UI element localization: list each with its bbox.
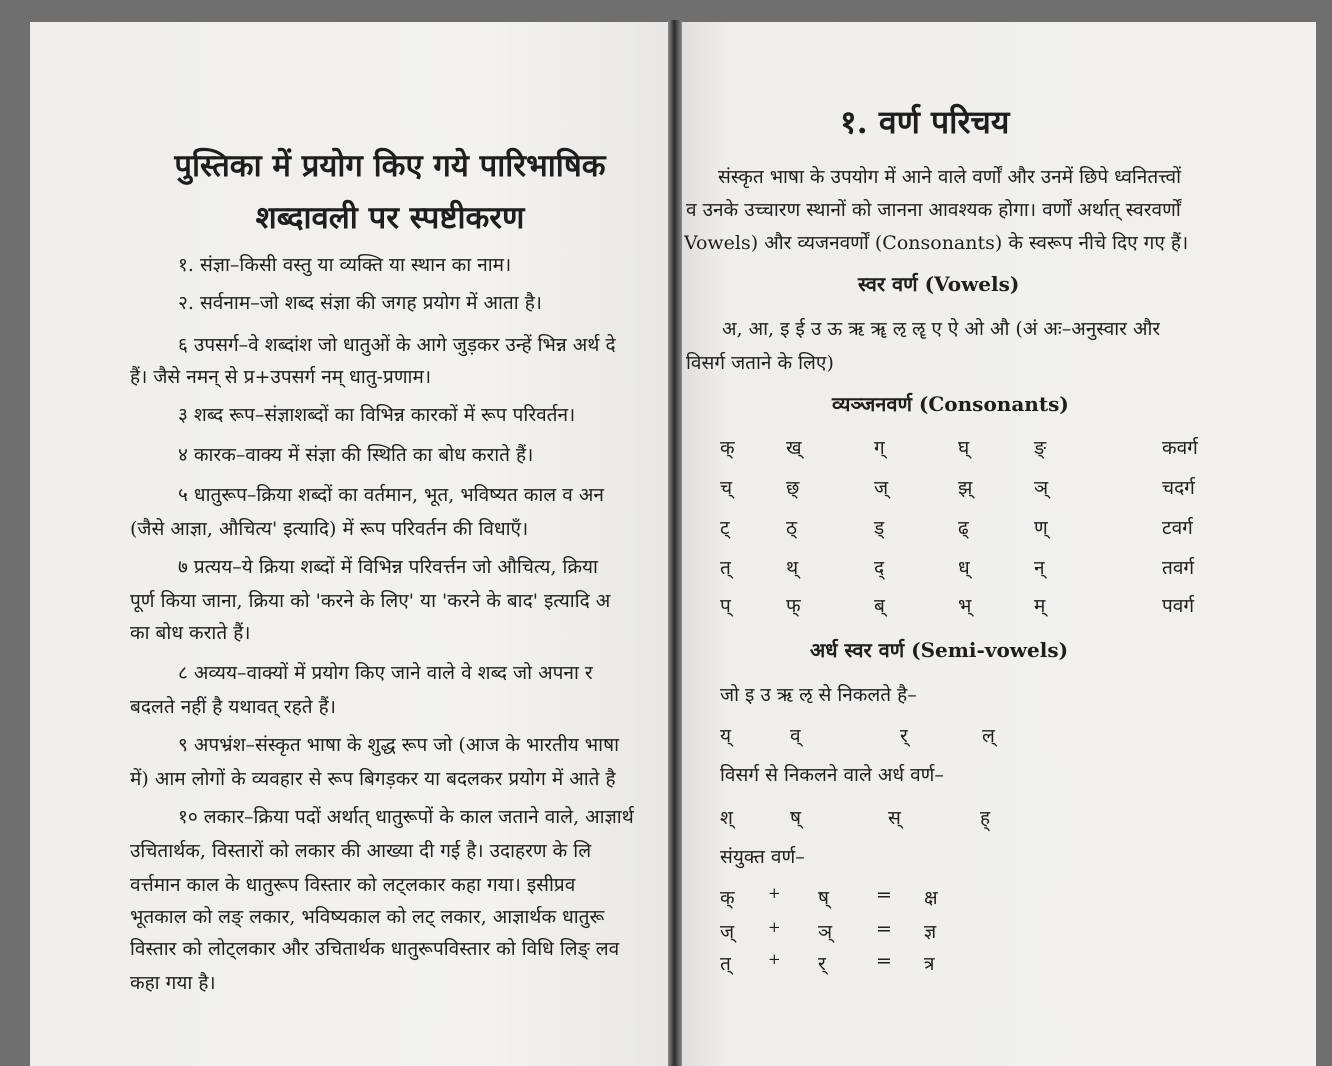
conjunct-b: र् <box>818 953 826 975</box>
conjunct-a: त् <box>720 953 731 975</box>
conjunct-result: त्र <box>924 953 935 975</box>
consonant-letter: ढ् <box>958 517 969 539</box>
definition-line: १० लकार–क्रिया पदों अर्थात् धातुरूपों के काल जताने वाले, आज्ञार्थ <box>178 806 634 828</box>
consonant-letter: त् <box>720 557 731 579</box>
definition-line: ४ कारक–वाक्य में संज्ञा की स्थिति का बोध कराते हैं। <box>178 444 534 466</box>
conjunct-result: ज्ञ <box>924 921 937 943</box>
conjunct-result: क्ष <box>924 887 938 909</box>
definition-line: उचितार्थक, विस्तारों को लकार की आख्या दी गई है। उदाहरण के लि <box>130 840 592 862</box>
consonant-group-label: कवर्ग <box>1162 437 1198 459</box>
consonant-letter: घ् <box>958 437 970 459</box>
definition-line: हैं। जैसे नमन् से प्र+उपसर्ग नम् धातु-प्रणाम। <box>130 366 432 388</box>
consonant-letter: ञ् <box>1034 477 1049 499</box>
definition-line: वर्त्तमान काल के धातुरूप विस्तार को लट्लकार कहा गया। इसीप्रव <box>130 874 576 896</box>
definition-line: कहा गया है। <box>130 972 216 994</box>
consonant-letter: ख् <box>786 437 802 459</box>
consonant-letter: प् <box>720 595 731 617</box>
consonant-letter: ड् <box>874 517 885 539</box>
semivowel-letter: र् <box>900 725 908 747</box>
definition-line: में) आम लोगों के व्यवहार से रूप बिगड़कर या बदलकर प्रयोग में आते है <box>130 768 616 790</box>
consonant-letter: थ् <box>786 557 799 579</box>
consonant-group-label: पवर्ग <box>1162 595 1195 617</box>
left-page-title <box>110 140 670 244</box>
semivowel-letter: ल् <box>982 725 995 747</box>
book-gutter <box>668 20 682 1066</box>
visarga-line: विसर्ग से निकलने वाले अर्ध वर्ण– <box>720 764 944 786</box>
consonant-letter: ध् <box>958 557 970 579</box>
definition-line: पूर्ण किया जाना, क्रिया को 'करने के लिए' या 'करने के बाद' इत्यादि अ <box>130 590 611 612</box>
consonant-letter: ठ् <box>786 517 798 539</box>
definition-line: का बोध कराते हैं। <box>130 622 251 644</box>
intro-line: व उनके उच्चारण स्थानों को जानना आवश्यक होगा। वर्णों अर्थात् स्वरवर्णों <box>686 199 1181 221</box>
vowels-line: विसर्ग जताने के लिए) <box>686 352 834 374</box>
intro-line: Vowels) और व्यजनवर्णों (Consonants) के स्वरूप नीचे दिए गए हैं। <box>684 232 1189 254</box>
definition-line: २. सर्वनाम–जो शब्द संज्ञा की जगह प्रयोग में आता है। <box>178 292 542 314</box>
semivowels-intro: जो इ उ ऋ ऌ से निकलते है– <box>720 684 917 706</box>
consonant-letter: ज् <box>874 477 889 499</box>
sibilant-letter: ष् <box>790 807 801 829</box>
consonant-letter: म् <box>1034 595 1046 617</box>
conjunct-plus: + <box>768 918 781 936</box>
consonant-letter: द् <box>874 557 885 579</box>
conjunct-a: क् <box>720 887 735 909</box>
conjunct-plus: + <box>768 950 781 968</box>
definition-line: विस्तार को लोट्लकार और उचितार्थक धातुरूपविस्तार को विधि लिङ् लव <box>130 938 620 960</box>
conjunct-eq: = <box>876 884 892 906</box>
consonant-letter: ण् <box>1034 517 1048 539</box>
sibilant-letter: श् <box>720 807 733 829</box>
conjunct-eq: = <box>876 950 892 972</box>
consonant-group-label: तवर्ग <box>1162 557 1195 579</box>
consonant-letter: च् <box>720 477 733 499</box>
consonant-letter: ग् <box>874 437 885 459</box>
definition-line: बदलते नहीं है यथावत् रहते हैं। <box>130 696 336 718</box>
definition-line: (जैसे आज्ञा, औचित्य' इत्यादि) में रूप परिवर्तन की विधाएँ। <box>130 518 529 540</box>
sibilant-letter: स् <box>888 807 901 829</box>
semivowel-letter: य् <box>720 725 732 747</box>
consonant-letter: न् <box>1034 557 1045 579</box>
definition-line: १. संज्ञा–किसी वस्तु या व्यक्ति या स्थान का नाम। <box>178 254 512 276</box>
right-page-title: १. वर्ण परिचय <box>840 103 1010 141</box>
left-title-line-1: पुस्तिका में प्रयोग किए गये पारिभाषिक <box>174 148 606 184</box>
definition-line: ८ अव्यय–वाक्यों में प्रयोग किए जाने वाले वे शब्द जो अपना र <box>178 662 593 684</box>
definition-line: ५ धातुरूप–क्रिया शब्दों का वर्तमान, भूत, भविष्यत काल व अन <box>178 484 604 506</box>
conjunct-heading: संयुक्त वर्ण– <box>720 846 805 868</box>
consonants-heading: व्यञ्जनवर्ण (Consonants) <box>832 392 1069 416</box>
vowels-line: अ, आ, इ ई उ ऊ ऋ ॠ ऌ ॡ ए ऐ ओ औ (अं अः–अनुस्वार और <box>722 318 1161 340</box>
definition-line: भूतकाल को लङ् लकार, भविष्यकाल को लट् लकार, आज्ञार्थक धातुरू <box>130 906 605 928</box>
consonant-letter: छ् <box>786 477 800 499</box>
sibilant-letter: ह् <box>980 807 991 829</box>
semivowel-letter: व् <box>790 725 801 747</box>
consonant-letter: झ् <box>958 477 973 499</box>
vowels-heading: स्वर वर्ण (Vowels) <box>858 272 1020 296</box>
consonant-letter: ङ् <box>1034 437 1047 459</box>
definition-line: ६ उपसर्ग–वे शब्दांश जो धातुओं के आगे जुड़कर उन्हें भिन्न अर्थ दे <box>178 334 616 356</box>
definition-line: ९ अपभ्रंश–संस्कृत भाषा के शुद्ध रूप जो (आज के भारतीय भाषा <box>178 734 619 756</box>
conjunct-plus: + <box>768 884 781 902</box>
definition-line: ३ शब्द रूप–संज्ञाशब्दों का विभिन्न कारकों में रूप परिवर्तन। <box>178 404 576 426</box>
intro-line: संस्कृत भाषा के उपयोग में आने वाले वर्णों और उनमें छिपे ध्वनितत्त्वों <box>718 166 1182 188</box>
consonant-letter: ट् <box>720 517 730 539</box>
definition-line: ७ प्रत्यय–ये क्रिया शब्दों में विभिन्न परिवर्त्तन जो औचित्य, क्रिया <box>178 556 598 578</box>
conjunct-a: ज् <box>720 921 735 943</box>
left-title-line-2: शब्दावली पर स्पष्टीकरण <box>255 200 525 236</box>
conjunct-b: ष् <box>818 887 829 909</box>
semivowels-heading: अर्ध स्वर वर्ण (Semi-vowels) <box>810 638 1069 662</box>
consonant-group-label: टवर्ग <box>1162 517 1193 539</box>
consonant-letter: क् <box>720 437 735 459</box>
consonant-letter: फ् <box>786 595 801 617</box>
conjunct-b: ञ् <box>818 921 833 943</box>
conjunct-eq: = <box>876 918 892 940</box>
consonant-letter: भ् <box>958 595 972 617</box>
consonant-letter: ब् <box>874 595 885 617</box>
consonant-group-label: चदर्ग <box>1162 477 1195 499</box>
